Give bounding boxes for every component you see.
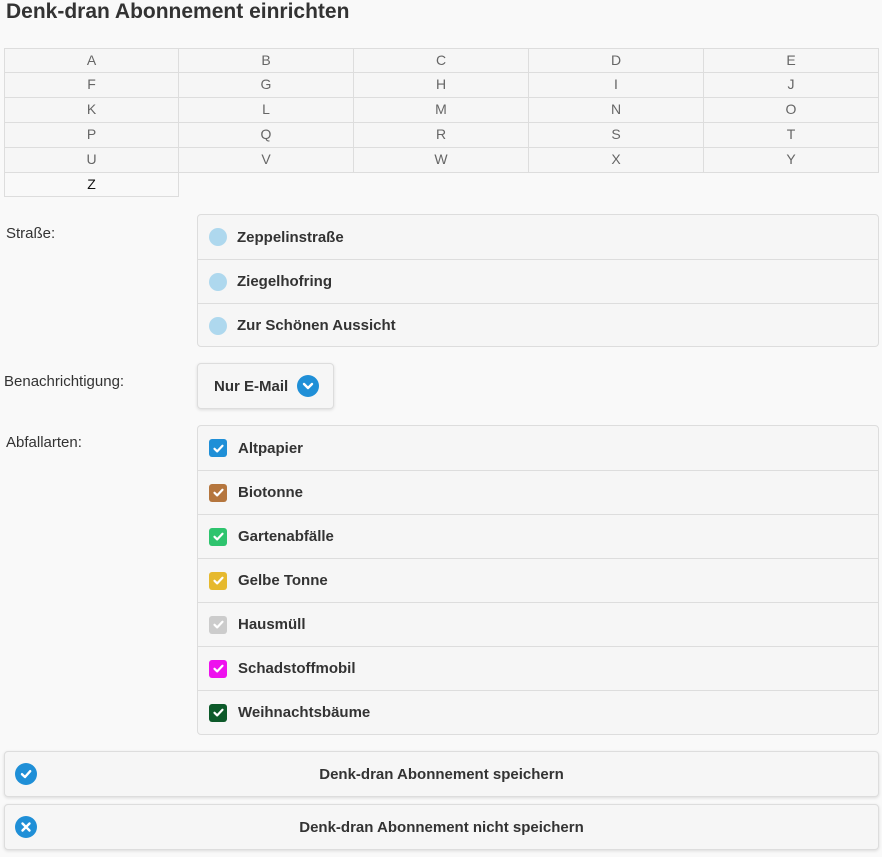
cancel-button-label: Denk-dran Abonnement nicht speichern	[299, 818, 584, 836]
letter-k[interactable]: K	[4, 98, 179, 123]
letter-row	[4, 73, 880, 98]
letter-l[interactable]: L	[179, 98, 354, 123]
waste-type-label: Gartenabfälle	[238, 528, 334, 545]
letter-b[interactable]: B	[179, 48, 354, 73]
letter-v[interactable]: V	[179, 148, 354, 173]
waste-type-label: Gelbe Tonne	[238, 572, 328, 589]
letter-f[interactable]: F	[4, 73, 179, 98]
checkbox-checked-icon	[209, 528, 227, 546]
street-label: Straße:	[6, 225, 56, 242]
street-option[interactable]	[198, 215, 878, 259]
save-button[interactable]	[4, 751, 879, 797]
waste-type-option[interactable]	[198, 470, 878, 514]
waste-types-checkbox-group	[197, 425, 879, 735]
letter-row	[4, 172, 880, 197]
letter-u[interactable]: U	[4, 148, 179, 173]
notification-select[interactable]	[197, 363, 334, 409]
cancel-button[interactable]	[4, 804, 879, 850]
letter-s[interactable]: S	[529, 123, 704, 148]
street-option[interactable]	[198, 259, 878, 303]
street-option-label: Zeppelinstraße	[237, 228, 344, 246]
notification-selected-value: Nur E-Mail	[214, 377, 289, 395]
checkbox-checked-icon	[209, 660, 227, 678]
page-title: Denk-dran Abonnement einrichten	[6, 0, 350, 23]
waste-type-option[interactable]	[198, 558, 878, 602]
letter-y[interactable]: Y	[704, 148, 879, 173]
radio-icon	[209, 228, 227, 246]
checkbox-checked-icon	[209, 704, 227, 722]
letter-row	[4, 148, 880, 173]
chevron-down-icon	[297, 375, 319, 397]
letter-row	[4, 123, 880, 148]
waste-type-label: Altpapier	[238, 439, 304, 457]
waste-type-option[interactable]	[198, 646, 878, 690]
street-option-label: Ziegelhofring	[237, 273, 332, 290]
letter-row	[4, 98, 880, 123]
waste-type-option[interactable]	[198, 602, 878, 646]
letter-w[interactable]: W	[354, 148, 529, 173]
waste-types-label: Abfallarten:	[6, 434, 82, 451]
street-radio-group	[197, 214, 879, 347]
waste-type-option[interactable]	[198, 514, 878, 558]
save-button-label: Denk-dran Abonnement speichern	[319, 765, 564, 783]
letter-x[interactable]: X	[529, 148, 704, 173]
letter-row	[4, 48, 880, 73]
letter-h[interactable]: H	[354, 73, 529, 98]
checkbox-checked-icon	[209, 572, 227, 590]
letter-e[interactable]: E	[704, 48, 879, 73]
letter-i[interactable]: I	[529, 73, 704, 98]
waste-type-label: Weihnachtsbäume	[238, 704, 371, 721]
letter-d[interactable]: D	[529, 48, 704, 73]
street-option[interactable]	[198, 303, 878, 347]
letter-a[interactable]: A	[4, 48, 179, 73]
waste-type-label: Schadstoffmobil	[238, 660, 356, 677]
letter-q[interactable]: Q	[179, 123, 354, 148]
letter-index	[4, 48, 880, 197]
check-circle-icon	[15, 763, 37, 785]
letter-g[interactable]: G	[179, 73, 354, 98]
checkbox-checked-icon	[209, 439, 227, 457]
radio-icon	[209, 273, 227, 291]
checkbox-checked-icon	[209, 616, 227, 634]
letter-p[interactable]: P	[4, 123, 179, 148]
radio-icon	[209, 317, 227, 335]
waste-type-option[interactable]	[198, 690, 878, 734]
letter-t[interactable]: T	[704, 123, 879, 148]
street-option-label: Zur Schönen Aussicht	[237, 317, 396, 334]
letter-z[interactable]: Z	[4, 172, 179, 197]
letter-m[interactable]: M	[354, 98, 529, 123]
waste-type-option[interactable]	[198, 426, 878, 470]
checkbox-checked-icon	[209, 484, 227, 502]
waste-type-label: Biotonne	[238, 484, 303, 501]
waste-type-label: Hausmüll	[238, 616, 306, 633]
letter-o[interactable]: O	[704, 98, 879, 123]
letter-r[interactable]: R	[354, 123, 529, 148]
letter-j[interactable]: J	[704, 73, 879, 98]
letter-n[interactable]: N	[529, 98, 704, 123]
notification-label: Benachrichtigung:	[4, 373, 125, 390]
close-circle-icon	[15, 816, 37, 838]
letter-c[interactable]: C	[354, 48, 529, 73]
